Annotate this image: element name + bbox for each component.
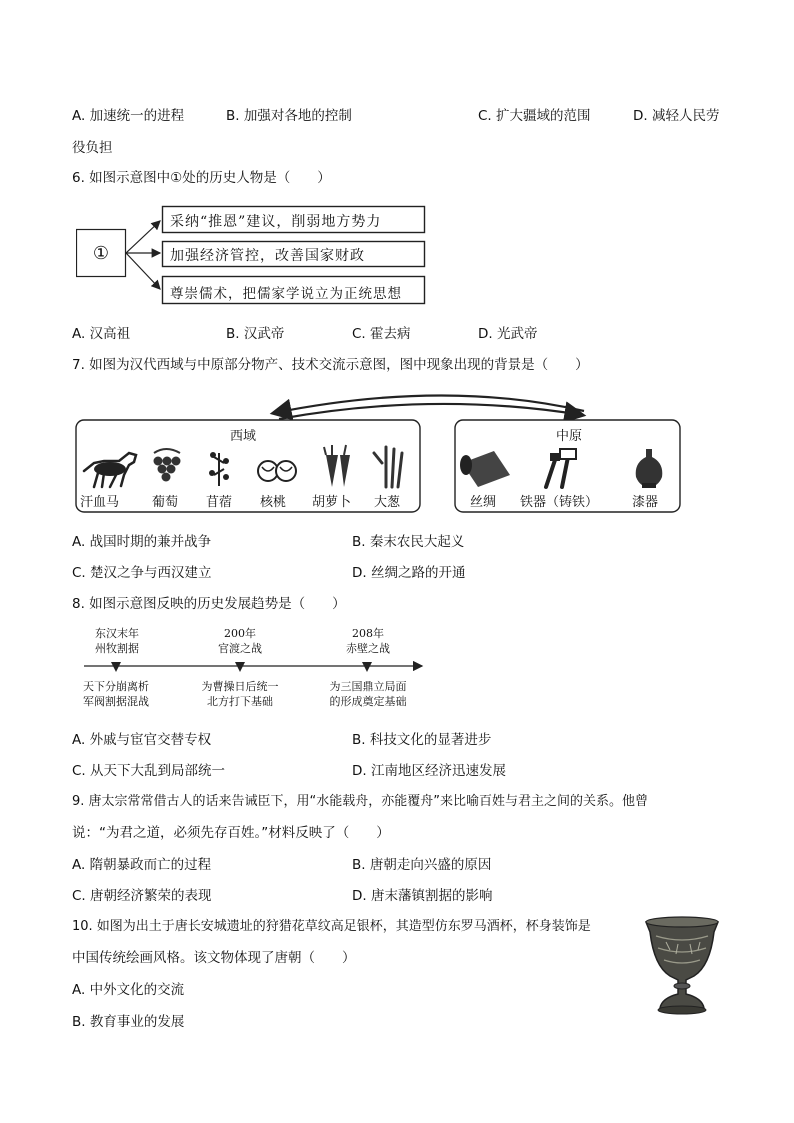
q7-central-item: 漆器 — [632, 495, 659, 510]
q7-west-title: 西域 — [230, 429, 257, 444]
q8-point-1-top — [80, 626, 154, 656]
q7-west-item: 胡萝卜 — [312, 495, 352, 510]
q6-option-a: A. 汉高祖 — [72, 326, 131, 342]
q8-point-2-top-line2: 官渡之战 — [218, 642, 262, 655]
q7-west-item: 汗血马 — [80, 495, 120, 510]
q7-option-d: D. 丝绸之路的开通 — [352, 565, 466, 581]
q8-point-3-bottom-line1: 为三国鼎立局面 — [329, 680, 407, 693]
q5-option-b: B. 加强对各地的控制 — [226, 108, 352, 124]
q8-option-c: C. 从天下大乱到局部统一 — [72, 763, 226, 779]
q8-point-1-bottom-line2: 军阀割据混战 — [83, 695, 149, 708]
q5-option-c: C. 扩大疆域的范围 — [478, 108, 591, 124]
q8-point-1-bottom — [72, 679, 160, 709]
q7-central-title: 中原 — [556, 429, 583, 444]
q7-option-b: B. 秦末农民大起义 — [352, 534, 465, 550]
q8-option-a: A. 外戚与宦官交替专权 — [72, 732, 212, 748]
q8-point-3-bottom-line2: 的形成奠定基础 — [329, 695, 407, 708]
q8-point-2-top-line1: 200年 — [224, 627, 256, 640]
q7-west-item: 葡萄 — [152, 495, 179, 510]
q8-point-2-bottom-line1: 为曹操日后统一 — [201, 680, 279, 693]
q9-option-d: D. 唐末藩镇割据的影响 — [352, 888, 493, 904]
q6-item-3: 尊崇儒术，把儒家学说立为正统思想 — [170, 286, 402, 302]
q9-stem-line1: 9. 唐太宗常常借古人的话来告诫臣下，用“水能载舟，亦能覆舟”来比喻百姓与君主之间的关系。他曾 — [72, 794, 649, 809]
q10-option-a: A. 中外文化的交流 — [72, 982, 185, 998]
q10-stem-line1: 10. 如图为出土于唐长安城遗址的狩猎花草纹高足银杯，其造型仿东罗马酒杯，杯身装饰是 — [72, 919, 591, 934]
q7-west-item: 大葱 — [374, 495, 401, 510]
q9-option-a: A. 隋朝暴政而亡的过程 — [72, 857, 212, 873]
q8-timeline — [80, 622, 430, 714]
q10-option-b: B. 教育事业的发展 — [72, 1014, 185, 1030]
q7-option-a: A. 战国时期的兼并战争 — [72, 534, 212, 550]
q8-point-1-bottom-line1: 天下分崩离析 — [83, 680, 149, 693]
q7-diagram — [74, 383, 684, 515]
q8-point-3-top-line2: 赤壁之战 — [346, 642, 390, 655]
silver-cup-image — [642, 914, 722, 1019]
q6-item-1: 采纳“推恩”建议，削弱地方势力 — [170, 214, 382, 230]
q9-option-b: B. 唐朝走向兴盛的原因 — [352, 857, 492, 873]
q8-option-d: D. 江南地区经济迅速发展 — [352, 763, 506, 779]
q5-option-a: A. 加速统一的进程 — [72, 108, 185, 124]
q10-stem-line2: 中国传统绘画风格。该文物体现了唐朝（ ） — [72, 950, 356, 966]
q8-point-3-top — [328, 626, 408, 656]
q6-item-2: 加强经济管控，改善国家财政 — [170, 248, 365, 264]
q6-center-label: ① — [92, 243, 110, 264]
q8-stem: 8. 如图示意图反映的历史发展趋势是（ ） — [72, 596, 346, 612]
q7-stem: 7. 如图为汉代西域与中原部分物产、技术交流示意图，图中现象出现的背景是（ ） — [72, 357, 589, 373]
q6-stem: 6. 如图示意图中①处的历史人物是（ ） — [72, 170, 331, 186]
q6-option-b: B. 汉武帝 — [226, 326, 285, 342]
q6-option-d: D. 光武帝 — [478, 326, 538, 342]
q9-option-c: C. 唐朝经济繁荣的表现 — [72, 888, 212, 904]
q8-point-3-top-line1: 208年 — [352, 627, 384, 640]
q8-point-2-bottom — [190, 679, 290, 709]
q5-option-d: D. 减轻人民劳 — [633, 108, 720, 124]
q7-central-item: 铁器（铸铁） — [520, 495, 599, 510]
q8-option-b: B. 科技文化的显著进步 — [352, 732, 492, 748]
q8-point-1-top-line1: 东汉末年 — [95, 627, 139, 640]
q7-central-item: 丝绸 — [470, 495, 497, 510]
q8-point-2-bottom-line2: 北方打下基础 — [207, 695, 273, 708]
q7-option-c: C. 楚汉之争与西汉建立 — [72, 565, 212, 581]
q6-diagram — [76, 205, 426, 310]
q6-option-c: C. 霍去病 — [352, 326, 411, 342]
q7-west-item: 苜蓿 — [206, 495, 233, 510]
q7-west-item: 核桃 — [260, 495, 287, 510]
q5-option-d-continued: 役负担 — [72, 140, 113, 156]
q8-point-1-top-line2: 州牧割据 — [95, 642, 139, 655]
q9-stem-line2: 说：“为君之道，必须先存百姓。”材料反映了（ ） — [72, 825, 390, 841]
q8-point-2-top — [200, 626, 280, 656]
q8-point-3-bottom — [316, 679, 420, 709]
